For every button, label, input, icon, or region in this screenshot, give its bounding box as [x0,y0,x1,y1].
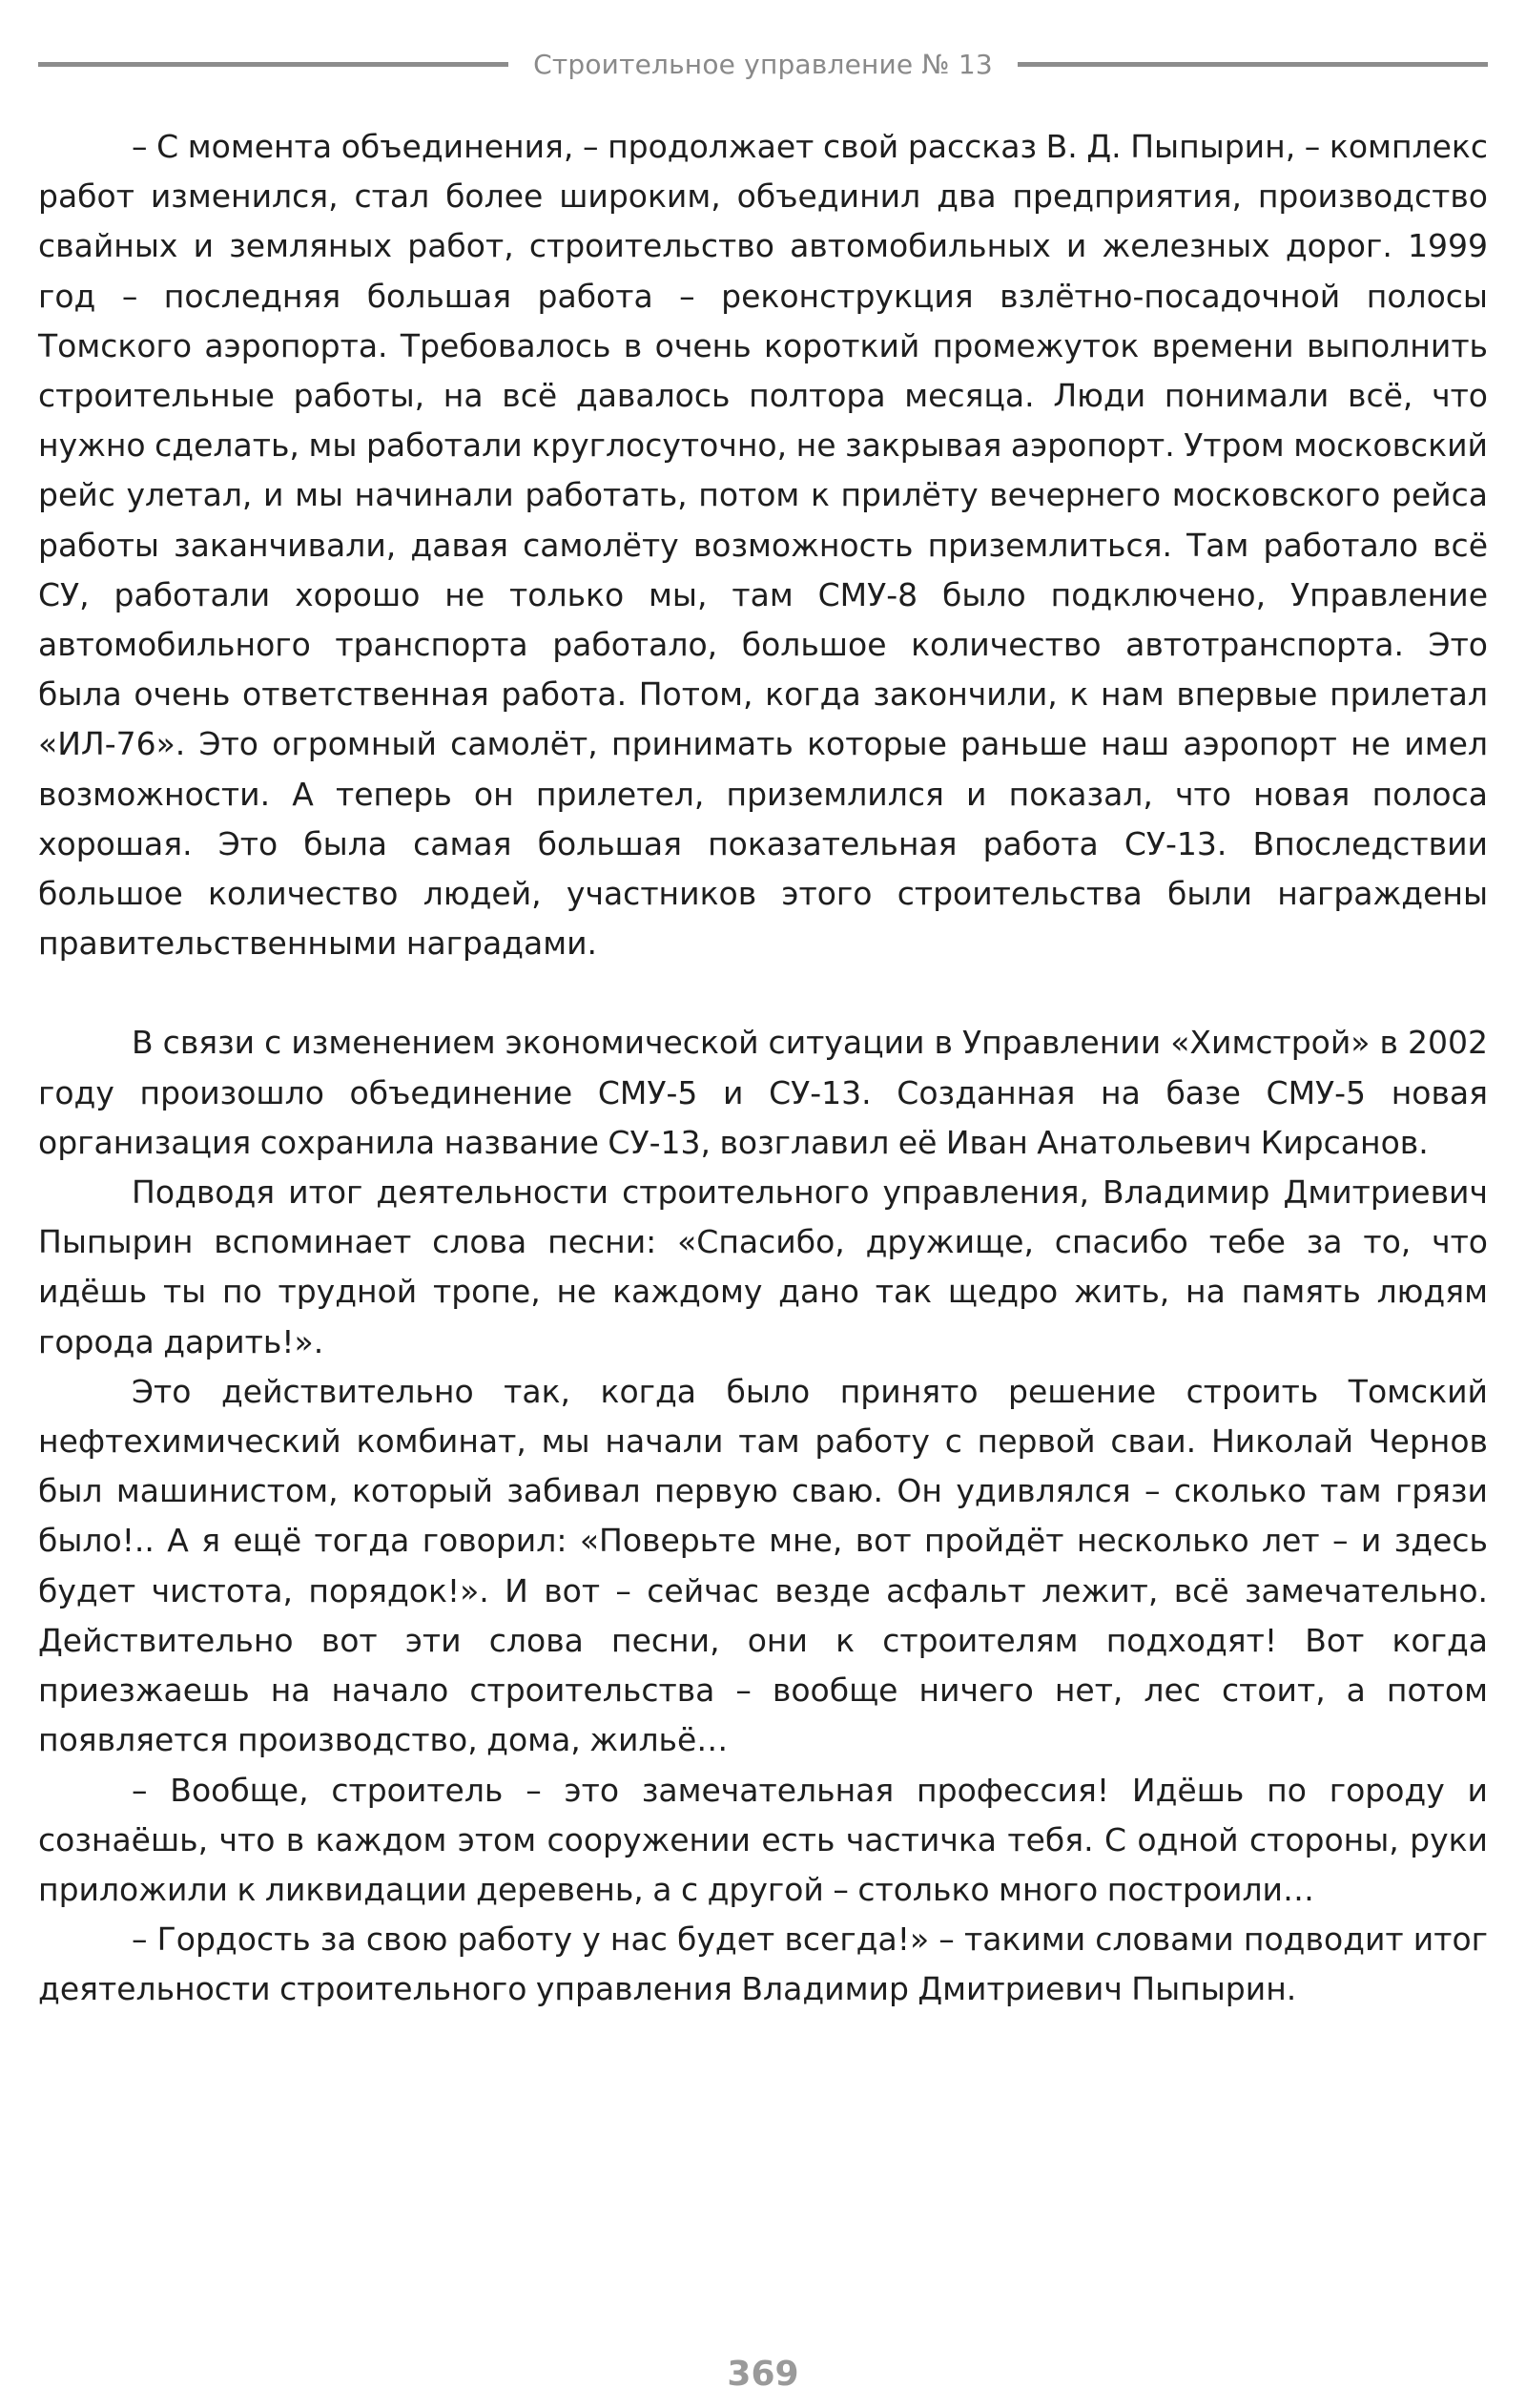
header-rule-left [38,62,508,67]
page-body [38,122,1488,2015]
header-rule-right [1018,62,1488,67]
page-number: 369 [727,2355,799,2394]
paragraph-merger-2002: В связи с изменением экономической ситуации в Управлении «Химстрой» в 2002 году произошло объединение СМУ-5 и СУ-13. Созданная на базе СМУ-5 новая организация сохранила название СУ-13, возглавил её Иван Анатольевич Кирсанов. [38,1024,1488,1161]
paragraph-petrochemical-plant: Это действительно так, когда было принято решение строить Томский нефтехимический комбинат, мы начали там работу с первой сваи. Николай Чернов был машинистом, который забивал первую сваю. Он удивлялся – сколько там грязи было!.. А я ещё тогда говорил: «Поверьте мне, вот пройдёт несколько лет – и здесь будет чистота, порядок!». И вот – сейчас везде асфальт лежит, всё замечательно. Действительно вот эти слова песни, они к строителям подходят! Вот когда приезжаешь на начало строительства – вообще ничего нет, лес стоит, а потом появляется производство, дома, жильё… [38,1372,1488,1759]
paragraph-builder-profession: – Вообще, строитель – это замечательная профессия! Идёшь по городу и сознаёшь, что в каждом этом сооружении есть частичка тебя. С одной стороны, руки приложили к ликвидации деревень, а с другой – столько много построили… [38,1771,1488,1908]
paragraph-song-quote: Подводя итог деятельности строительного управления, Владимир Дмитриевич Пыпырин вспоминает слова песни: «Спасибо, дружище, спасибо тебе за то, что идёшь ты по трудной тропе, не каждому дано так щедро жить, на память людям города дарить!». [38,1173,1488,1360]
paragraph-airport-reconstruction: – С момента объединения, – продолжает свой рассказ В. Д. Пыпырин, – комплекс работ изменился, стал более широким, объединил два предприятия, производство свайных и земляных работ, строительство автомобильных и железных дорог. 1999 год – последняя большая работа – реконструкция взлётно-посадочной полосы Томского аэропорта. Требовалось в очень короткий промежуток времени выполнить строительные работы, на всё давалось полтора месяца. Люди понимали всё, что нужно сделать, мы работали круглосуточно, не закрывая аэропорт. Утром московский рейс улетал, и мы начинали работать, потом к прилёту вечернего московского рейса работы заканчивали, давая самолёту возможность приземлиться. Там работало всё СУ, работали хорошо не только мы, там СМУ-8 было подключено, Управление автомобильного транспорта работало, большое количество автотранспорта. Это была очень ответственная работа. Потом, когда закончили, к нам впервые прилетал «ИЛ-76». Это огромный самолёт, принимать которые раньше наш аэропорт не имел возможности. А теперь он прилетел, приземлился и показал, что новая полоса хорошая. Это была самая большая показательная работа СУ-13. Впоследствии большое количество людей, участников этого строительства были награждены правительственными наградами. [38,128,1488,963]
header-title: Строительное управление № 13 [533,48,993,80]
paragraph-spacer [38,968,1488,1018]
paragraph-closing-quote: – Гордость за свою работу у нас будет всегда!» – такими словами подводит итог деятельности строительного управления Владимир Дмитриевич Пыпырин. [38,1920,1488,2008]
running-header [38,40,1488,88]
